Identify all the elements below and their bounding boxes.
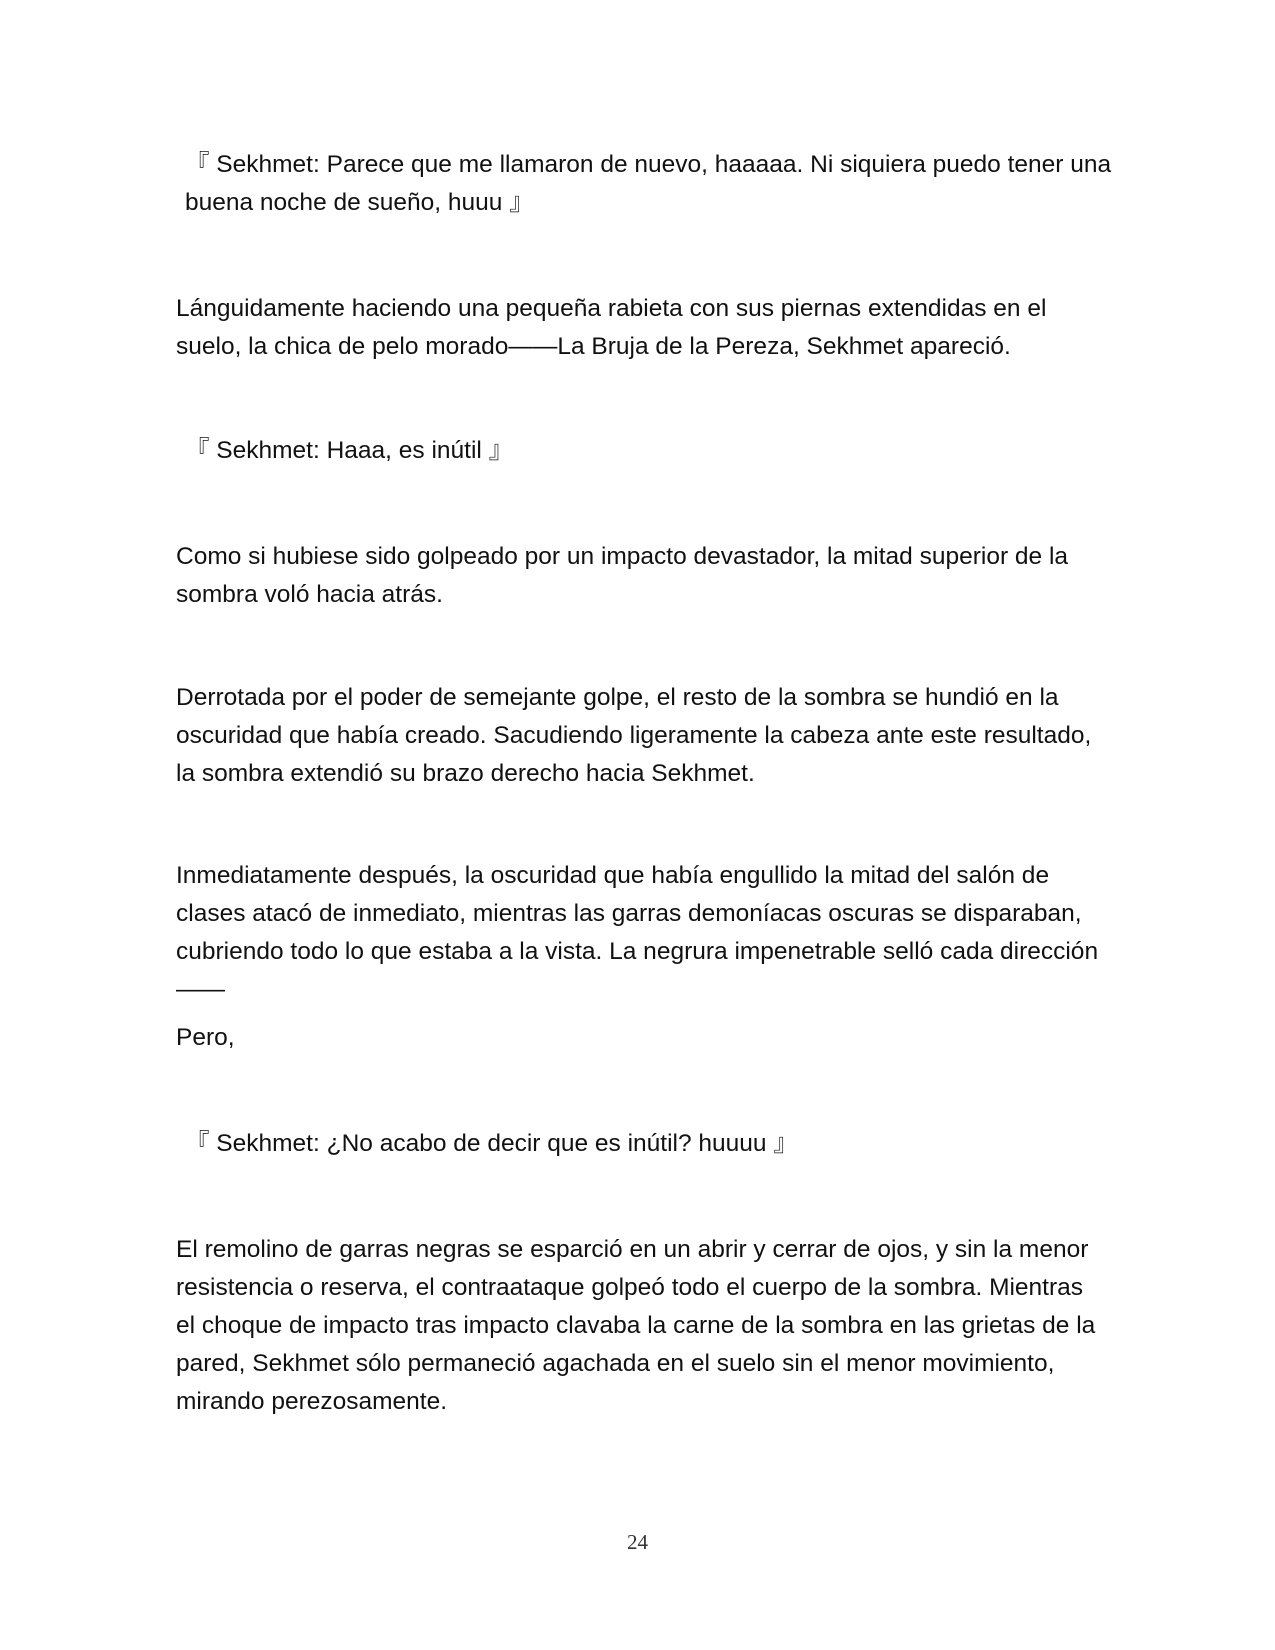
paragraph-shadow-flew-back: Como si hubiese sido golpeado por un impacto devastador, la mitad superior de la sombra voló hacia atrás.	[176, 543, 1069, 608]
dialogue-sekhmet-useless: 『 Sekhmet: Haaa, es inútil 』	[185, 437, 514, 464]
paragraph-shadow-sank: Derrotada por el poder de semejante golpe, el resto de la sombra se hundió en la oscuridad que había creado. Sacudiendo ligeramente la cabeza ante este resultado, la sombra extendió su brazo derecho hacia Sekhmet.	[176, 684, 1092, 787]
paragraph-but: Pero,	[176, 1024, 235, 1051]
paragraph-counterattack: El remolino de garras negras se esparció en un abrir y cerrar de ojos, y sin la menor resistencia o reserva, el contraataque golpeó todo el cuerpo de la sombra. Mientras el choque de impacto tras impacto clavaba la carne de la sombra en las grietas de la pared, Sekhmet sólo permaneció agachada en el suelo sin el menor movimiento, mirando perezosamente.	[176, 1236, 1096, 1415]
page-number: 24	[627, 1530, 648, 1554]
dialogue-sekhmet-called-again: 『 Sekhmet: Parece que me llamaron de nuevo, haaaaa. Ni siquiera puedo tener una buena noche de sueño, huuu 』	[185, 151, 1112, 216]
dialogue-sekhmet-didnt-i-say: 『 Sekhmet: ¿No acabo de decir que es inútil? huuuu 』	[185, 1130, 798, 1157]
paragraph-darkness-attacked: Inmediatamente después, la oscuridad que había engullido la mitad del salón de clases atacó de inmediato, mientras las garras demoníacas oscuras se disparaban, cubriendo todo lo que estaba a la vista. La negrura impenetrable selló cada dirección ——	[176, 862, 1099, 1003]
paragraph-sekhmet-appears: Lánguidamente haciendo una pequeña rabieta con sus piernas extendidas en el suelo, la chica de pelo morado——La Bruja de la Pereza, Sekhmet apareció.	[176, 295, 1047, 360]
